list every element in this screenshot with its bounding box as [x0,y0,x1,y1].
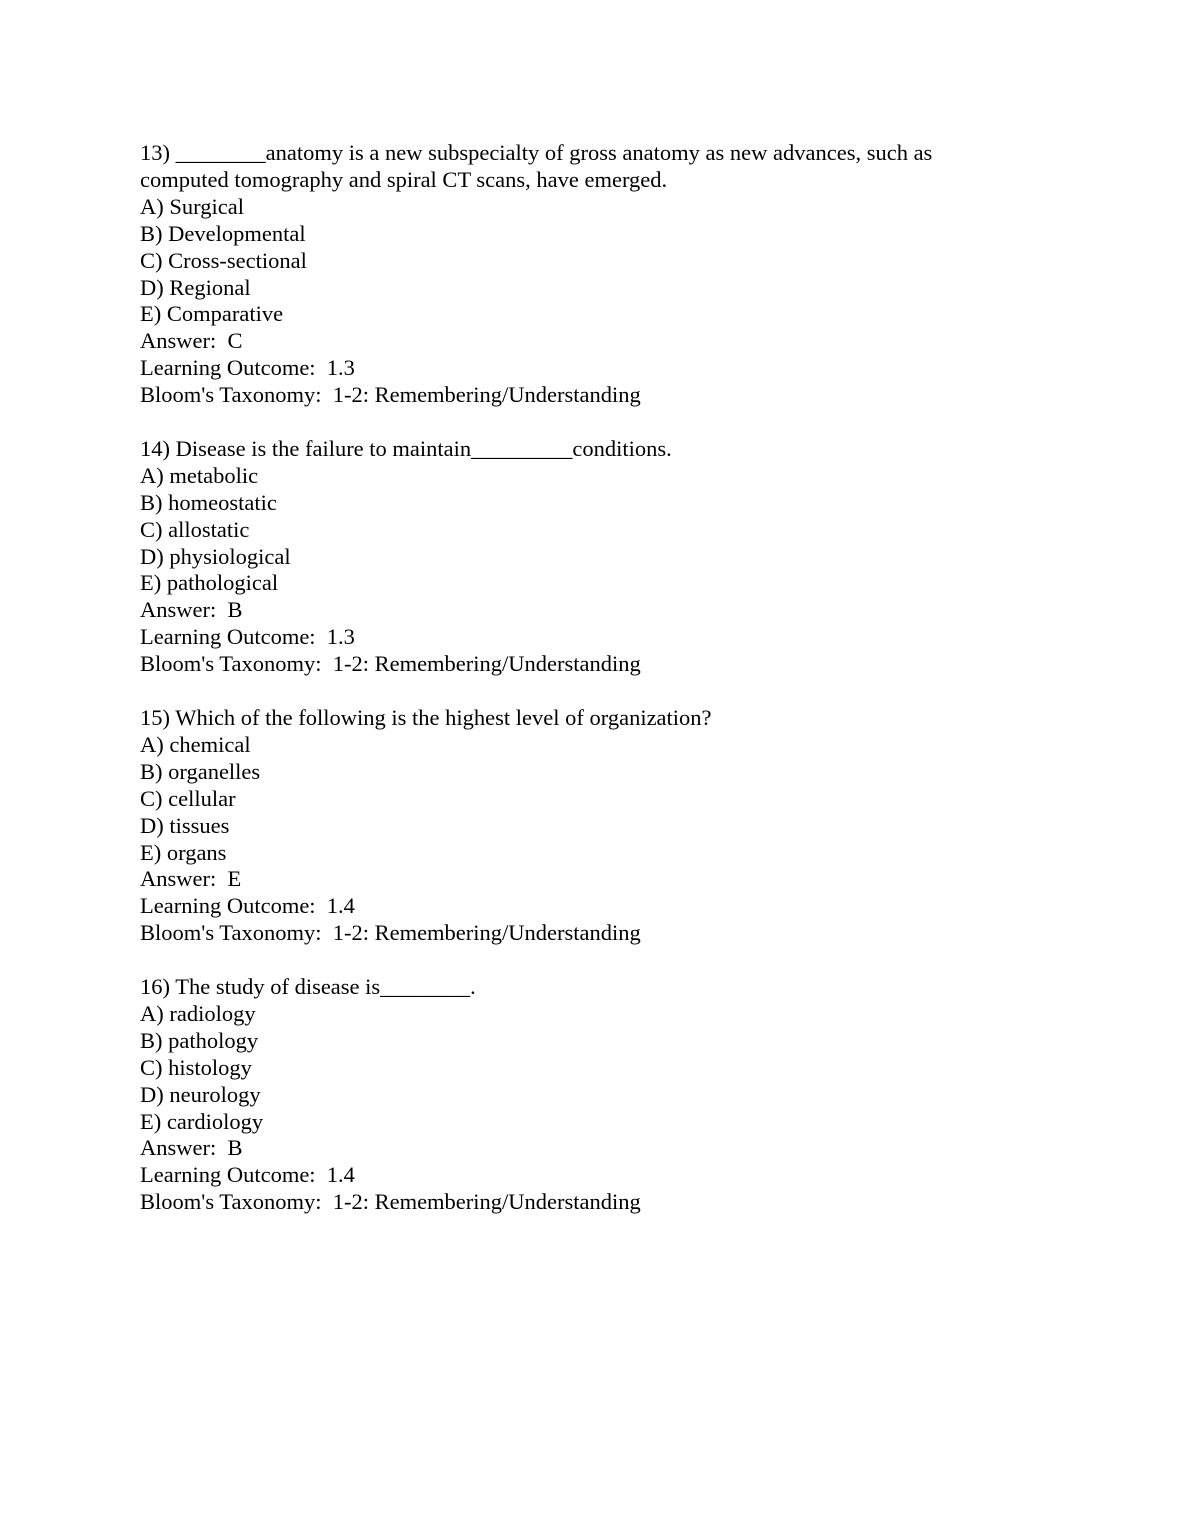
answer: Answer: B [140,1135,243,1161]
answer: Answer: E [140,866,242,892]
blooms-taxonomy: Bloom's Taxonomy: 1-2: Remembering/Understanding [140,651,641,677]
option-b: B) organelles [140,758,261,784]
document-page [140,140,1040,1243]
option-c: C) cellular [140,785,236,811]
learning-outcome: Learning Outcome: 1.4 [140,1162,355,1188]
question-stem: 16) The study of disease is________. [140,974,476,1000]
blooms-taxonomy: Bloom's Taxonomy: 1-2: Remembering/Understanding [140,1189,641,1215]
option-c: C) Cross-sectional [140,247,307,273]
option-c: C) allostatic [140,516,250,542]
option-a: A) radiology [140,1000,256,1026]
option-d: D) neurology [140,1081,261,1107]
option-b: B) Developmental [140,220,306,246]
option-b: B) homeostatic [140,489,277,515]
question-stem: 14) Disease is the failure to maintain_________conditions. [140,435,672,461]
answer: Answer: C [140,328,243,354]
question-15 [140,705,1040,947]
option-a: A) Surgical [140,193,244,219]
option-e: E) organs [140,839,227,865]
option-d: D) physiological [140,543,291,569]
question-stem: 13) ________anatomy is a new subspecialty of gross anatomy as new advances, such as computed tomography and spiral CT scans, have emerged. [140,140,933,192]
option-d: D) Regional [140,274,251,300]
option-e: E) Comparative [140,301,284,327]
option-d: D) tissues [140,812,230,838]
learning-outcome: Learning Outcome: 1.3 [140,624,355,650]
question-13 [140,140,1040,409]
learning-outcome: Learning Outcome: 1.3 [140,355,355,381]
question-stem: 15) Which of the following is the highest level of organization? [140,705,712,730]
option-c: C) histology [140,1054,252,1080]
answer: Answer: B [140,597,243,623]
blooms-taxonomy: Bloom's Taxonomy: 1-2: Remembering/Understanding [140,920,641,946]
question-16 [140,974,1040,1216]
blooms-taxonomy: Bloom's Taxonomy: 1-2: Remembering/Understanding [140,382,641,408]
option-e: E) cardiology [140,1108,264,1134]
question-14 [140,436,1040,678]
option-a: A) metabolic [140,462,259,488]
option-b: B) pathology [140,1027,259,1053]
learning-outcome: Learning Outcome: 1.4 [140,893,355,919]
option-a: A) chemical [140,731,251,757]
option-e: E) pathological [140,570,279,596]
